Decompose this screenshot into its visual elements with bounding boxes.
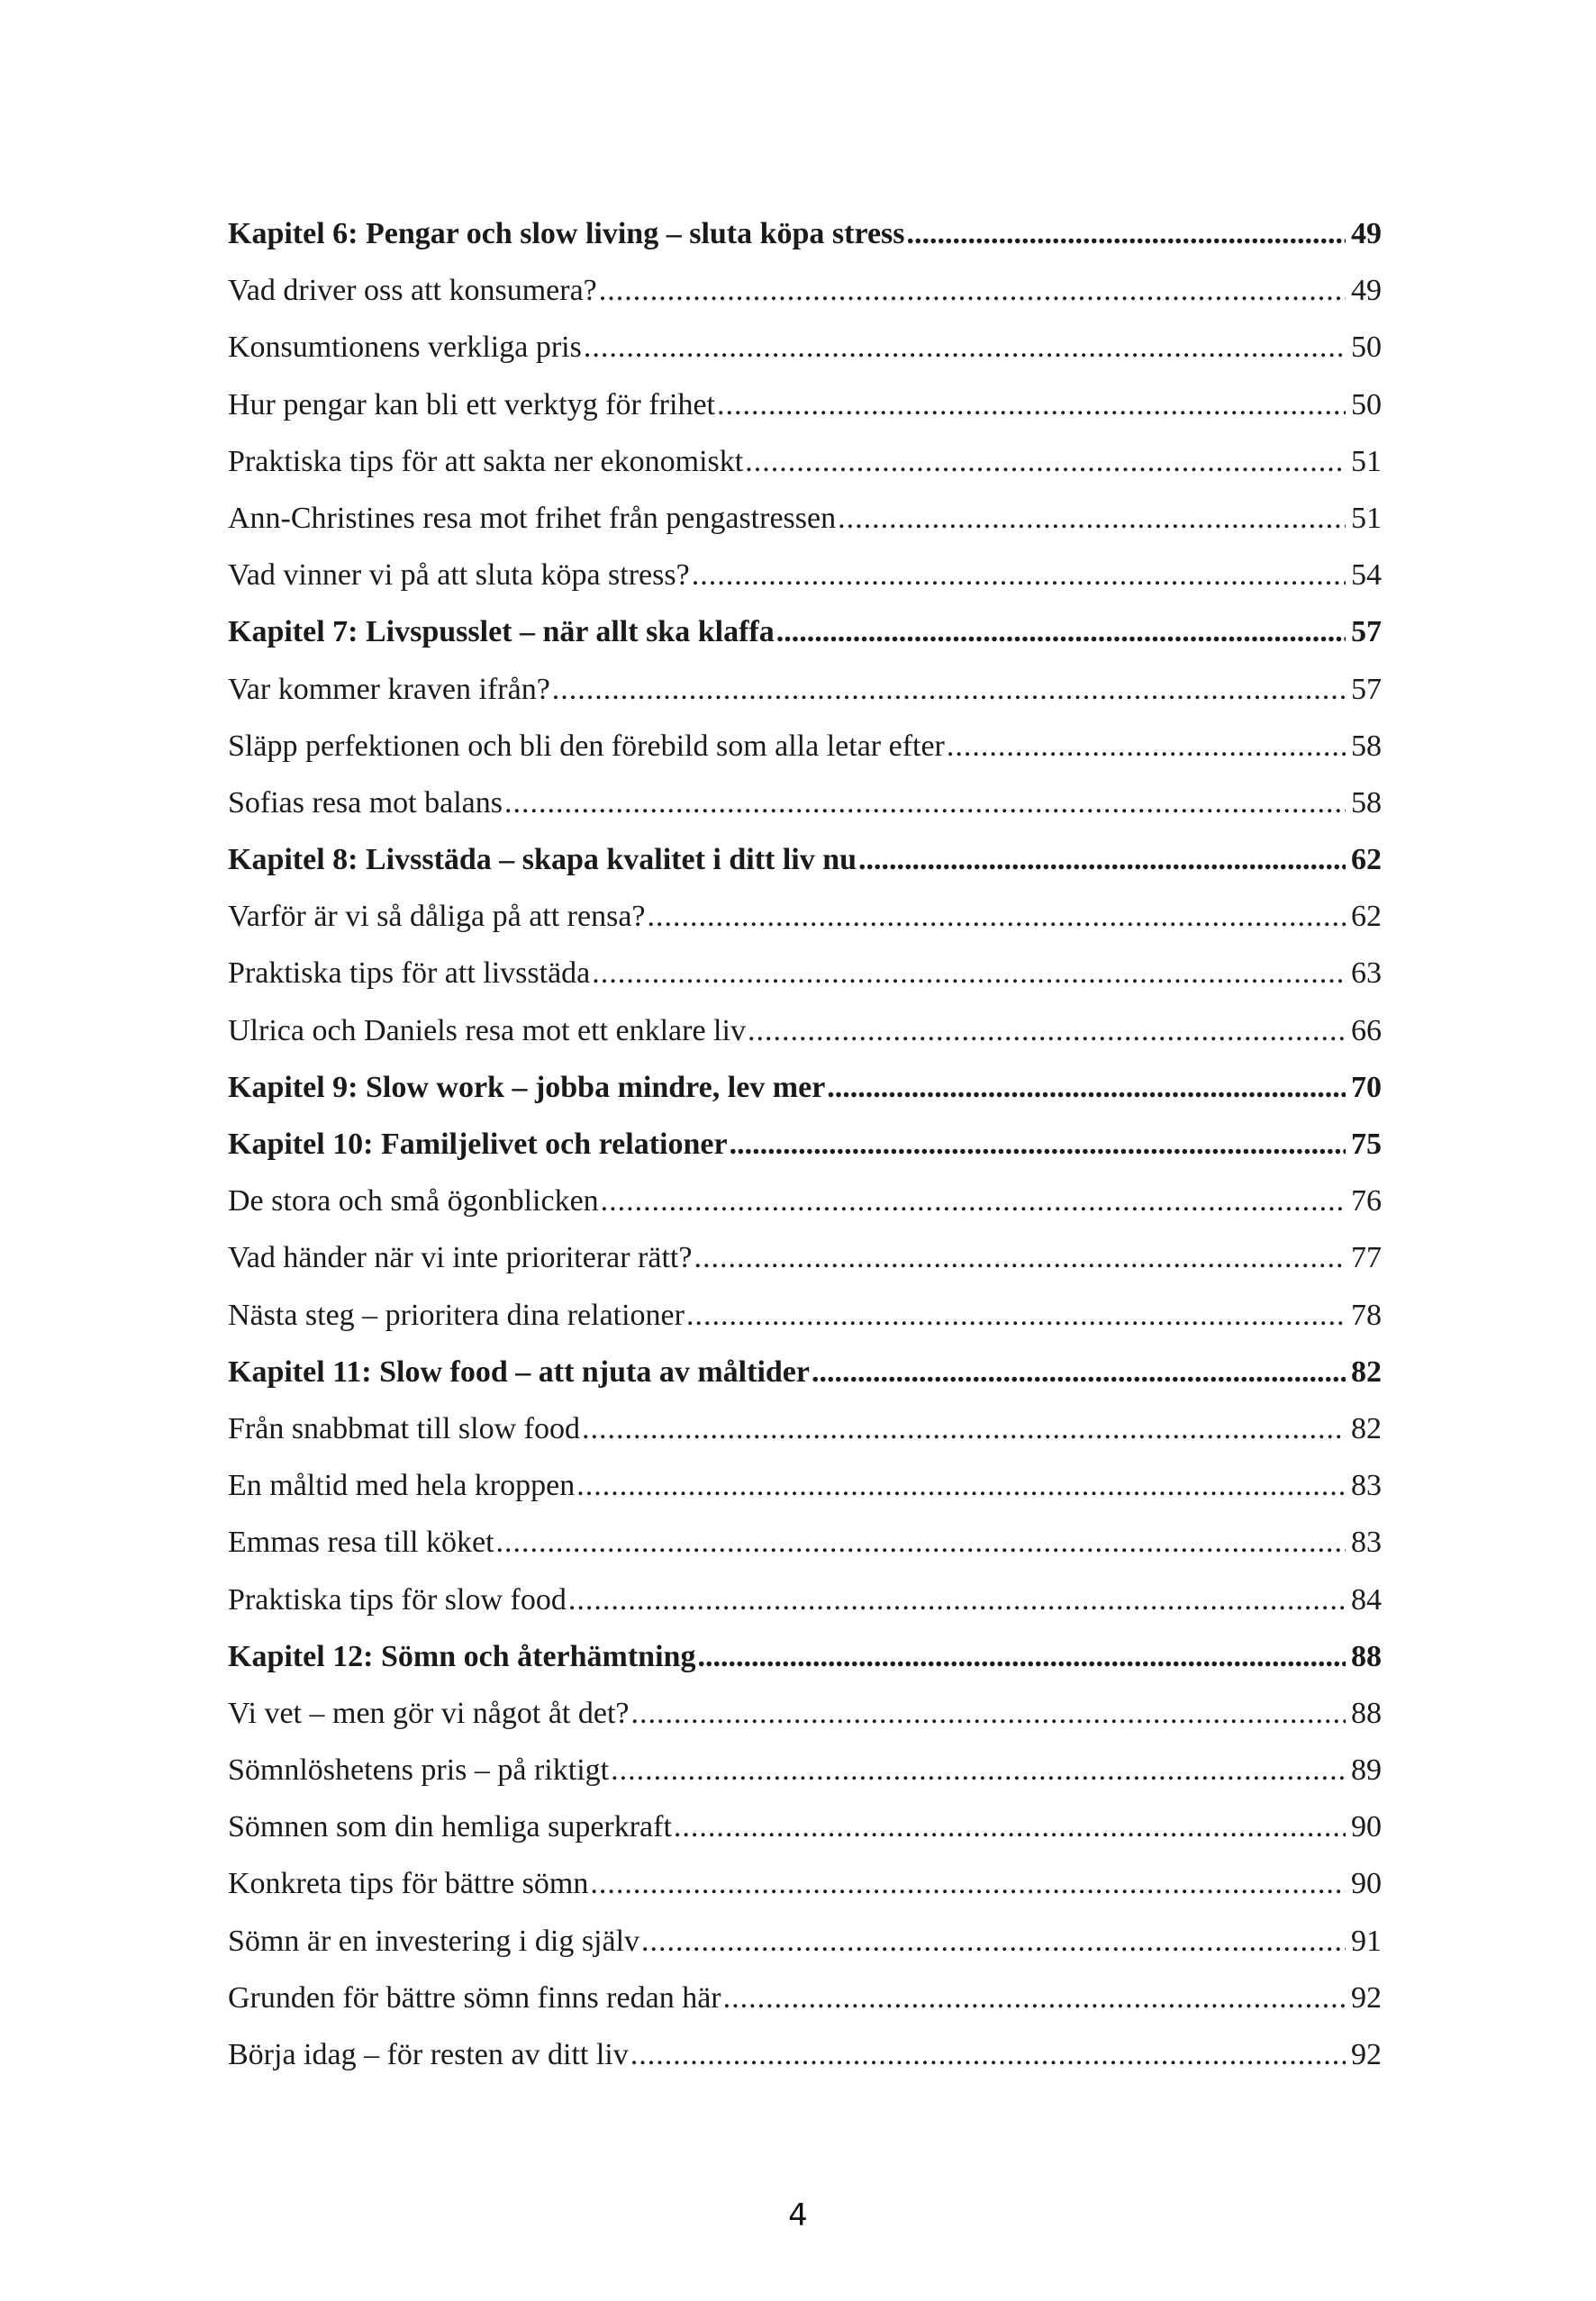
toc-entry-title: Varför är vi så dåliga på att rensa? (228, 900, 646, 934)
toc-dot-leader (599, 262, 1346, 319)
toc-entry-title: Praktiska tips för slow food (228, 1582, 567, 1617)
toc-entry-title: Konsumtionens verkliga pris (228, 331, 582, 365)
toc-dot-leader (907, 205, 1346, 262)
toc-entry-title: Kapitel 6: Pengar och slow living – sluta köpa stress (228, 217, 905, 250)
toc-dot-leader (568, 1572, 1346, 1628)
toc-entry-title: Vad driver oss att konsumera? (228, 274, 597, 308)
toc-entry-page: 83 (1351, 1526, 1382, 1560)
toc-entry-title: Kapitel 11: Slow food – att njuta av måltider (228, 1354, 810, 1389)
toc-section-entry[interactable] (228, 1572, 1382, 1628)
toc-dot-leader (601, 1173, 1346, 1229)
toc-entry-title: Kapitel 8: Livsstäda – skapa kvalitet i ditt liv nu (228, 843, 857, 877)
toc-dot-leader (582, 1400, 1346, 1457)
toc-dot-leader (630, 2026, 1346, 2083)
toc-section-entry[interactable] (228, 661, 1382, 718)
toc-entry-page: 75 (1351, 1128, 1382, 1161)
toc-dot-leader (697, 1628, 1346, 1685)
toc-section-entry[interactable] (228, 490, 1382, 547)
toc-entry-title: Sömnlöshetens pris – på riktigt (228, 1753, 610, 1788)
toc-section-entry[interactable] (228, 547, 1382, 603)
toc-entry-title: Sömnen som din hemliga superkraft (228, 1810, 672, 1844)
toc-entry-title: Nästa steg – prioritera dina relationer (228, 1298, 685, 1332)
toc-entry-title: Konkreta tips för bättre sömn (228, 1867, 589, 1901)
toc-entry-title: Var kommer kraven ifrån? (228, 672, 550, 706)
toc-entry-page: 91 (1351, 1924, 1382, 1958)
page-number: 4 (788, 2197, 808, 2233)
table-of-contents (228, 205, 1382, 2083)
toc-dot-leader (694, 1229, 1346, 1286)
toc-entry-title: De stora och små ögonblicken (228, 1184, 599, 1218)
toc-entry-page: 66 (1351, 1013, 1382, 1047)
toc-entry-page: 90 (1351, 1867, 1382, 1901)
toc-dot-leader (748, 1002, 1346, 1059)
toc-entry-title: En måltid med hela kroppen (228, 1469, 576, 1503)
toc-entry-title: Hur pengar kan bli ett verktyg för frihet (228, 387, 715, 421)
toc-chapter-entry[interactable] (228, 1628, 1382, 1685)
toc-section-entry[interactable] (228, 1457, 1382, 1514)
toc-entry-title: Börja idag – för resten av ditt liv (228, 2038, 629, 2071)
toc-chapter-entry[interactable] (228, 1059, 1382, 1116)
toc-dot-leader (590, 1855, 1346, 1912)
toc-entry-page: 50 (1351, 331, 1382, 365)
toc-section-entry[interactable] (228, 376, 1382, 433)
toc-section-entry[interactable] (228, 1229, 1382, 1286)
toc-dot-leader (730, 1116, 1346, 1173)
toc-dot-leader (858, 831, 1346, 888)
toc-dot-leader (631, 1685, 1346, 1742)
toc-entry-title: Sömn är en investering i dig själv (228, 1924, 640, 1958)
toc-section-entry[interactable] (228, 1287, 1382, 1344)
toc-entry-title: Vad händer när vi inte prioriterar rätt? (228, 1241, 693, 1275)
toc-entry-page: 82 (1351, 1411, 1382, 1445)
toc-dot-leader (723, 1970, 1346, 2026)
toc-entry-page: 58 (1351, 729, 1382, 763)
toc-entry-page: 77 (1351, 1241, 1382, 1275)
toc-entry-title: Vad vinner vi på att sluta köpa stress? (228, 558, 690, 593)
toc-entry-page: 76 (1351, 1184, 1382, 1218)
toc-entry-title: Kapitel 10: Familjelivet och relationer (228, 1128, 728, 1161)
toc-dot-leader (552, 661, 1346, 718)
toc-entry-page: 58 (1351, 785, 1382, 820)
toc-entry-page: 57 (1351, 672, 1382, 706)
toc-entry-title: Praktiska tips för att livsstäda (228, 956, 591, 991)
toc-section-entry[interactable] (228, 1970, 1382, 2026)
toc-entry-title: Grunden för bättre sömn finns redan här (228, 1980, 721, 2015)
toc-entry-page: 90 (1351, 1810, 1382, 1844)
toc-section-entry[interactable] (228, 1685, 1382, 1742)
toc-section-entry[interactable] (228, 262, 1382, 319)
toc-dot-leader (504, 775, 1346, 831)
toc-entry-page: 50 (1351, 387, 1382, 421)
toc-entry-page: 51 (1351, 501, 1382, 535)
toc-entry-page: 62 (1351, 843, 1382, 877)
toc-section-entry[interactable] (228, 433, 1382, 490)
toc-section-entry[interactable] (228, 1855, 1382, 1912)
toc-dot-leader (584, 319, 1346, 376)
toc-section-entry[interactable] (228, 1798, 1382, 1855)
toc-entry-title: Ulrica och Daniels resa mot ett enklare liv (228, 1013, 746, 1047)
toc-section-entry[interactable] (228, 1742, 1382, 1798)
toc-entry-page: 92 (1351, 1980, 1382, 2015)
toc-entry-title: Sofias resa mot balans (228, 785, 503, 820)
toc-dot-leader (812, 1344, 1346, 1400)
toc-dot-leader (648, 888, 1347, 945)
toc-entry-page: 70 (1351, 1070, 1382, 1104)
toc-dot-leader (576, 1457, 1346, 1514)
toc-chapter-entry[interactable] (228, 1344, 1382, 1400)
toc-entry-page: 62 (1351, 900, 1382, 934)
toc-section-entry[interactable] (228, 319, 1382, 376)
toc-entry-page: 89 (1351, 1753, 1382, 1788)
toc-entry-page: 88 (1351, 1639, 1382, 1673)
toc-section-entry[interactable] (228, 1173, 1382, 1229)
toc-entry-title: Från snabbmat till slow food (228, 1411, 580, 1445)
toc-entry-page: 49 (1351, 274, 1382, 308)
toc-entry-page: 83 (1351, 1469, 1382, 1503)
toc-dot-leader (692, 547, 1346, 603)
toc-section-entry[interactable] (228, 2026, 1382, 2083)
toc-section-entry[interactable] (228, 888, 1382, 945)
toc-dot-leader (674, 1798, 1346, 1855)
toc-dot-leader (611, 1742, 1346, 1798)
toc-entry-page: 92 (1351, 2038, 1382, 2071)
toc-section-entry[interactable] (228, 945, 1382, 1001)
toc-entry-title: Kapitel 7: Livspusslet – när allt ska klaffa (228, 615, 775, 649)
toc-chapter-entry[interactable] (228, 603, 1382, 660)
toc-entry-title: Emmas resa till köket (228, 1526, 494, 1560)
toc-dot-leader (838, 490, 1346, 547)
toc-entry-title: Kapitel 12: Sömn och återhämtning (228, 1639, 696, 1673)
toc-dot-leader (641, 1913, 1346, 1970)
toc-entry-page: 57 (1351, 615, 1382, 649)
toc-entry-page: 51 (1351, 444, 1382, 478)
toc-dot-leader (947, 718, 1346, 775)
toc-dot-leader (776, 603, 1346, 660)
toc-entry-page: 84 (1351, 1582, 1382, 1617)
toc-dot-leader (496, 1514, 1346, 1571)
toc-chapter-entry[interactable] (228, 1116, 1382, 1173)
toc-entry-page: 54 (1351, 558, 1382, 593)
toc-entry-title: Ann-Christines resa mot frihet från pengastressen (228, 501, 837, 535)
toc-entry-title: Vi vet – men gör vi något åt det? (228, 1696, 630, 1730)
toc-dot-leader (592, 945, 1346, 1001)
toc-section-entry[interactable] (228, 1400, 1382, 1457)
toc-dot-leader (717, 376, 1346, 433)
toc-section-entry[interactable] (228, 1002, 1382, 1059)
toc-dot-leader (827, 1059, 1346, 1116)
toc-section-entry[interactable] (228, 775, 1382, 831)
toc-entry-page: 88 (1351, 1696, 1382, 1730)
toc-chapter-entry[interactable] (228, 831, 1382, 888)
toc-section-entry[interactable] (228, 1514, 1382, 1571)
toc-entry-page: 78 (1351, 1298, 1382, 1332)
toc-dot-leader (745, 433, 1346, 490)
toc-entry-page: 63 (1351, 956, 1382, 991)
toc-chapter-entry[interactable] (228, 205, 1382, 262)
toc-entry-title: Praktiska tips för att sakta ner ekonomiskt (228, 444, 744, 478)
toc-section-entry[interactable] (228, 1913, 1382, 1970)
toc-dot-leader (686, 1287, 1346, 1344)
toc-entry-title: Släpp perfektionen och bli den förebild som alla letar efter (228, 729, 945, 763)
toc-entry-title: Kapitel 9: Slow work – jobba mindre, lev mer (228, 1070, 826, 1104)
toc-section-entry[interactable] (228, 718, 1382, 775)
toc-entry-page: 82 (1351, 1354, 1382, 1389)
toc-entry-page: 49 (1351, 217, 1382, 250)
